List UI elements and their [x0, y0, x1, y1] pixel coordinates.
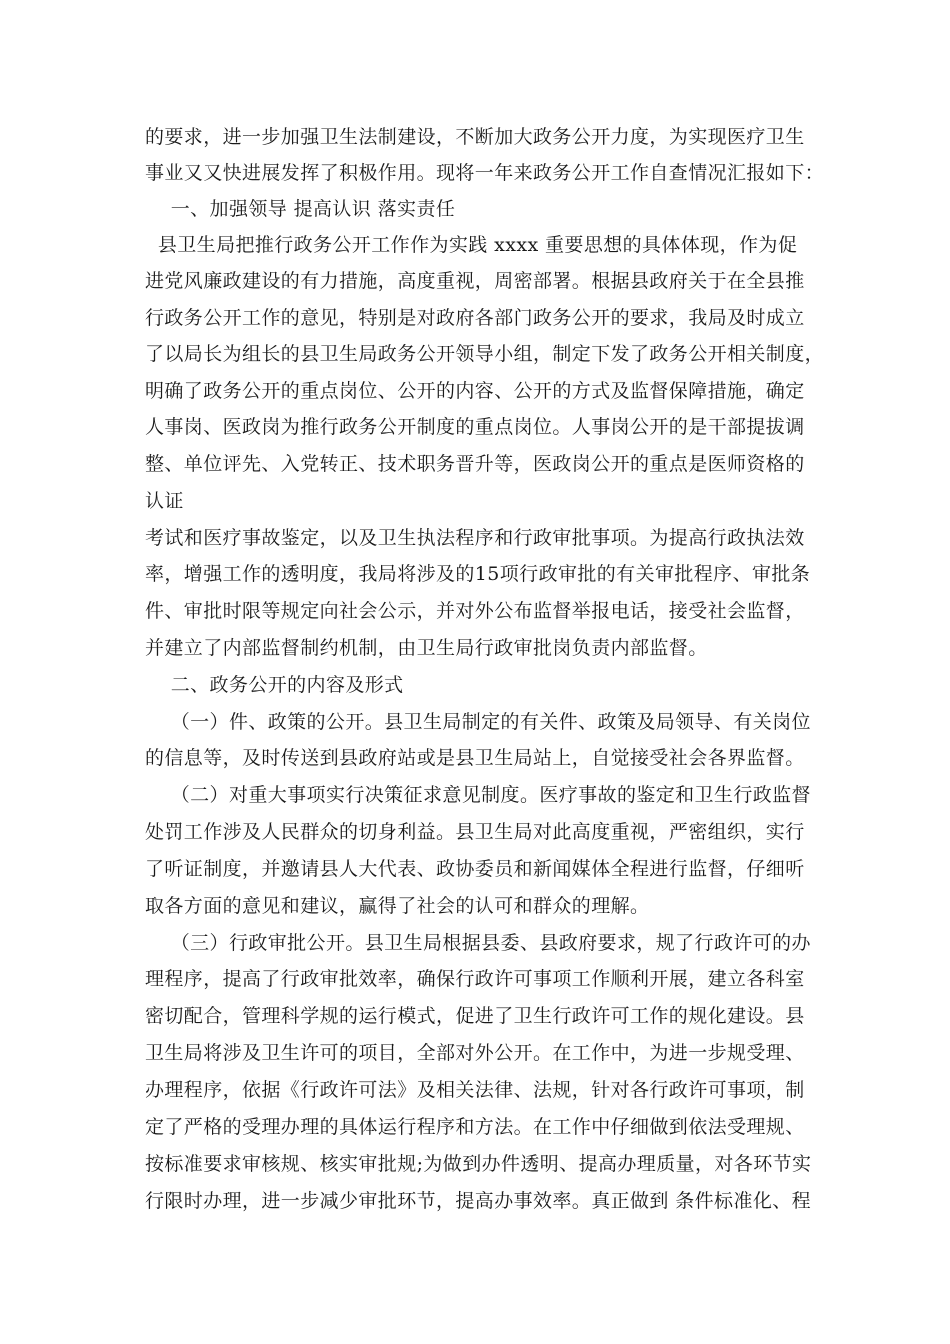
text-line: 认证 — [145, 490, 184, 512]
text-line: 并建立了内部监督制约机制，由卫生局行政审批岗负责内部监督。 — [145, 637, 708, 659]
text-line: 县卫生局把推行政务公开工作作为实践 xxxx 重要思想的具体体现，作为促 — [145, 234, 798, 256]
text-line: 明确了政务公开的重点岗位、公开的内容、公开的方式及监督保障措施，确定 — [145, 380, 805, 402]
text-line: 卫生局将涉及卫生许可的项目，全部对外公开。在工作中，为进一步规受理、 — [145, 1042, 805, 1064]
text-line: 按标准要求审核规、核实审批规;为做到办件透明、提高办理质量，对各环节实 — [145, 1153, 812, 1175]
text-line: 考试和医疗事故鉴定，以及卫生执法程序和行政审批事项。为提高行政执法效 — [145, 527, 805, 549]
text-line: 定了严格的受理办理的具体运行程序和方法。在工作中仔细做到依法受理规、 — [145, 1116, 805, 1138]
section-heading: 一、加强领导 提高认识 落实责任 — [145, 198, 456, 220]
text-line: （一）件、政策的公开。县卫生局制定的有关件、政策及局领导、有关岗位 — [145, 711, 811, 733]
text-line: 了以局长为组长的县卫生局政务公开领导小组，制定下发了政务公开相关制度， — [145, 343, 825, 365]
text-line: 件、审批时限等规定向社会公示，并对外公布监督举报电话，接受社会监督， — [145, 600, 805, 622]
text-line: 取各方面的意见和建议，赢得了社会的认可和群众的理解。 — [145, 895, 650, 917]
section-heading: 二、政务公开的内容及形式 — [145, 674, 404, 696]
text-line: 了听证制度，并邀请县人大代表、政协委员和新闻媒体全程进行监督，仔细听 — [145, 858, 805, 880]
text-line: 整、单位评先、入党转正、技术职务晋升等，医政岗公开的重点是医师资格的 — [145, 453, 805, 475]
text-line: 的信息等，及时传送到县政府站或是县卫生局站上，自觉接受社会各界监督。 — [145, 747, 805, 769]
text-line: 处罚工作涉及人民群众的切身利益。县卫生局对此高度重视，严密组织，实行 — [145, 821, 805, 843]
text-line: 理程序，提高了行政审批效率，确保行政许可事项工作顺利开展，建立各科室 — [145, 968, 805, 990]
text-line: 事业又又快进展发挥了积极作用。现将一年来政务公开工作自查情况汇报如下： — [145, 162, 825, 184]
text-line: 密切配合，管理科学规的运行模式，促进了卫生行政许可工作的规化建设。县 — [145, 1005, 805, 1027]
text-line: （二）对重大事项实行决策征求意见制度。医疗事故的鉴定和卫生行政监督 — [145, 784, 811, 806]
text-line: （三）行政审批公开。县卫生局根据县委、县政府要求，规了行政许可的办 — [145, 932, 811, 954]
text-line: 行政务公开工作的意见，特别是对政府各部门政务公开的要求，我局及时成立 — [145, 307, 805, 329]
text-line: 率，增强工作的透明度，我局将涉及的15项行政审批的有关审批程序、审批条 — [145, 563, 811, 585]
text-line: 进党风廉政建设的有力措施，高度重视，周密部署。根据县政府关于在全县推 — [145, 270, 805, 292]
text-line: 人事岗、医政岗为推行政务公开制度的重点岗位。人事岗公开的是干部提拔调 — [145, 416, 805, 438]
text-line: 办理程序，依据《行政许可法》及相关法律、法规，针对各行政许可事项，制 — [145, 1079, 805, 1101]
text-line: 行限时办理，进一步减少审批环节，提高办事效率。真正做到 条件标准化、程 — [145, 1190, 812, 1212]
text-line: 的要求，进一步加强卫生法制建设，不断加大政务公开力度，为实现医疗卫生 — [145, 126, 805, 148]
